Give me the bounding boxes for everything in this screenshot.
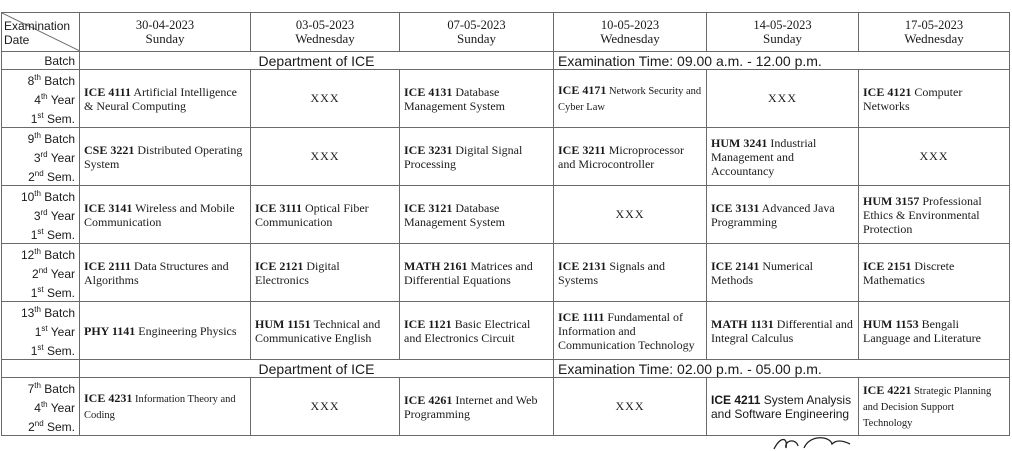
batch-year-text: Year <box>47 325 75 339</box>
batch-sem-suffix: nd <box>34 169 44 178</box>
batch-sem <box>6 416 75 435</box>
batch-year-suffix: rd <box>40 150 48 159</box>
date-header-3 <box>400 13 554 52</box>
course-cell <box>80 302 251 360</box>
course-code: ICE 4221 <box>863 382 912 397</box>
batch-sem <box>6 108 75 127</box>
course-title: Internet and Web Programming <box>404 392 538 421</box>
batch-year-text: Year <box>47 267 75 281</box>
batch-batch <box>6 378 75 397</box>
course-title: Strategic Planning and Decision Support Technology <box>863 385 992 429</box>
batch-sem-number: 1 <box>30 112 38 126</box>
batch-cell <box>2 378 80 436</box>
course-cell <box>400 244 554 302</box>
batch-batch-suffix: th <box>34 381 41 390</box>
batch-year-number: 4 <box>34 93 41 107</box>
course-cell <box>859 244 1010 302</box>
batch-year-number: 1 <box>34 325 42 339</box>
no-exam-cell: XXX <box>251 70 400 128</box>
course-title: Computer Networks <box>863 84 963 113</box>
course-code: ICE 2151 <box>863 258 912 273</box>
no-exam-cell: XXX <box>554 378 707 436</box>
batch-sem-text: Sem. <box>43 420 75 434</box>
course-title: Optical Fiber Communication <box>255 200 369 229</box>
corner-label-examination: Examination <box>4 19 71 33</box>
table-row <box>2 302 1010 360</box>
batch-year-text: Year <box>47 93 75 107</box>
exam-day: Wednesday <box>904 31 964 46</box>
batch-batch-suffix: th <box>34 73 41 82</box>
exam-time: Examination Time: 02.00 p.m. - 05.00 p.m. <box>554 360 1010 378</box>
course-cell <box>400 186 554 244</box>
batch-sem <box>6 282 75 301</box>
course-title: Digital Signal Processing <box>404 142 523 171</box>
course-code: ICE 1111 <box>558 309 605 324</box>
batch-year-suffix: st <box>41 324 48 333</box>
batch-batch-text: Batch <box>40 74 75 88</box>
batch-year-suffix: rd <box>40 208 48 217</box>
batch-year-text: Year <box>47 151 75 165</box>
batch-batch-number: 7 <box>27 382 35 396</box>
batch-year <box>6 89 75 108</box>
no-exam-cell: XXX <box>554 186 707 244</box>
department-title: Department of ICE <box>80 52 554 70</box>
batch-sem <box>6 224 75 243</box>
date-header-4 <box>554 13 707 52</box>
course-code: MATH 1131 <box>711 316 774 331</box>
course-title: Information Theory and Coding <box>84 393 236 421</box>
batch-year-number: 3 <box>33 151 41 165</box>
course-code: ICE 4231 <box>84 390 133 405</box>
course-title: Technical and Communicative English <box>255 316 381 345</box>
batch-batch-suffix: th <box>34 305 41 314</box>
course-code: ICE 3111 <box>255 200 303 215</box>
course-title: Professional Ethics & Environmental Protection <box>863 193 982 236</box>
course-title: Data Structures and Algorithms <box>84 258 229 287</box>
course-cell <box>80 378 251 436</box>
exam-day: Sunday <box>457 31 496 46</box>
course-cell <box>554 244 707 302</box>
batch-sem-suffix: st <box>37 343 44 352</box>
corner-label-batch: Batch <box>2 52 80 70</box>
batch-year-number: 2 <box>32 267 39 281</box>
batch-cell <box>2 302 80 360</box>
batch-sem-number: 1 <box>30 228 38 242</box>
course-cell <box>859 186 1010 244</box>
course-code: HUM 1151 <box>255 316 311 331</box>
course-code: ICE 4261 <box>404 392 453 407</box>
course-title: Numerical Methods <box>711 258 813 287</box>
course-title: Industrial Management and Accountancy <box>711 135 817 178</box>
course-code: HUM 1153 <box>863 316 919 331</box>
batch-batch-text: Batch <box>40 382 75 396</box>
exam-date: 03-05-2023 <box>295 18 355 32</box>
batch-year-number: 3 <box>33 209 41 223</box>
batch-year <box>6 147 75 166</box>
signature-icon <box>770 434 860 451</box>
batch-sem-number: 2 <box>28 170 35 184</box>
batch-batch-suffix: th <box>34 247 41 256</box>
batch-batch-text: Batch <box>40 306 75 320</box>
course-cell <box>707 378 859 436</box>
course-title: Basic Electrical and Electronics Circuit <box>404 316 531 345</box>
course-title: Artificial Intelligence & Neural Computing <box>84 84 237 113</box>
course-cell <box>707 186 859 244</box>
batch-year-text: Year <box>47 401 75 415</box>
batch-year <box>6 205 75 224</box>
date-header-6 <box>859 13 1010 52</box>
course-title: Wireless and Mobile Communication <box>84 200 235 229</box>
batch-cell <box>2 244 80 302</box>
course-title: Microprocessor and Microcontroller <box>558 142 684 171</box>
batch-sem-text: Sem. <box>43 228 75 242</box>
course-code: ICE 3141 <box>84 200 133 215</box>
course-cell <box>80 70 251 128</box>
course-cell <box>400 378 554 436</box>
course-code: HUM 3157 <box>863 193 920 208</box>
exam-date: 14-05-2023 <box>753 18 812 32</box>
batch-sem-number: 2 <box>28 420 35 434</box>
course-cell <box>859 302 1010 360</box>
batch-batch <box>6 302 75 321</box>
date-header-2 <box>251 13 400 52</box>
course-title: Advanced Java Programming <box>711 200 835 229</box>
course-cell <box>251 186 400 244</box>
exam-date: 10-05-2023 <box>600 18 660 32</box>
exam-day: Wednesday <box>295 31 355 46</box>
table-row <box>2 70 1010 128</box>
course-cell <box>707 302 859 360</box>
department-title: Department of ICE <box>80 360 554 378</box>
course-title: Signals and Systems <box>558 258 666 287</box>
batch-cell <box>2 128 80 186</box>
batch-sem-number: 1 <box>30 344 38 358</box>
course-title: Engineering Physics <box>135 323 237 338</box>
course-code: ICE 2141 <box>711 258 760 273</box>
batch-sem-suffix: nd <box>34 419 44 428</box>
batch-cell <box>2 70 80 128</box>
empty-cell <box>2 360 80 378</box>
batch-batch-suffix: th <box>34 131 41 140</box>
batch-batch <box>6 128 75 147</box>
exam-date: 30-04-2023 <box>135 18 195 32</box>
course-code: ICE 3131 <box>711 200 760 215</box>
course-title: Database Management System <box>404 200 505 229</box>
course-code: ICE 3211 <box>558 142 606 157</box>
batch-sem <box>6 340 75 359</box>
course-code: ICE 2121 <box>255 258 304 273</box>
batch-batch-text: Batch <box>40 190 75 204</box>
course-code: ICE 4121 <box>863 84 912 99</box>
table-row <box>2 186 1010 244</box>
course-cell <box>251 244 400 302</box>
exam-date: 07-05-2023 <box>447 18 506 32</box>
exam-day: Wednesday <box>600 31 660 46</box>
batch-batch-text: Batch <box>40 132 75 146</box>
session-header-row <box>2 360 1010 378</box>
course-title: Matrices and Differential Equations <box>404 258 533 287</box>
batch-year <box>6 263 75 282</box>
course-code: HUM 3241 <box>711 135 768 150</box>
batch-batch-suffix: th <box>34 189 41 198</box>
course-code: MATH 2161 <box>404 258 468 273</box>
batch-batch-number: 8 <box>27 74 35 88</box>
batch-batch <box>6 244 75 263</box>
course-cell <box>707 128 859 186</box>
course-title: Discrete Mathematics <box>863 258 955 287</box>
table-row <box>2 378 1010 436</box>
course-title: Differential and Integral Calculus <box>711 316 853 345</box>
no-exam-cell: XXX <box>251 378 400 436</box>
course-code: ICE 1121 <box>404 316 452 331</box>
course-cell <box>859 378 1010 436</box>
course-cell <box>707 244 859 302</box>
batch-cell <box>2 186 80 244</box>
course-code: ICE 4131 <box>404 84 453 99</box>
batch-batch <box>6 70 75 89</box>
batch-sem-suffix: st <box>37 227 44 236</box>
batch-sem-text: Sem. <box>43 112 75 126</box>
batch-batch-text: Batch <box>40 248 75 262</box>
batch-batch <box>6 186 75 205</box>
date-header-5 <box>707 13 859 52</box>
course-code: PHY 1141 <box>84 323 136 338</box>
batch-year-number: 4 <box>34 401 41 415</box>
date-header-1 <box>80 13 251 52</box>
course-cell <box>400 128 554 186</box>
course-cell <box>859 70 1010 128</box>
course-cell <box>400 302 554 360</box>
exam-date: 17-05-2023 <box>904 18 964 32</box>
batch-year-suffix: th <box>40 400 48 409</box>
exam-day: Sunday <box>763 31 802 46</box>
exam-day: Sunday <box>145 31 185 46</box>
course-code: ICE 3231 <box>404 142 453 157</box>
batch-sem <box>6 166 75 185</box>
batch-sem-text: Sem. <box>43 286 75 300</box>
batch-sem-number: 1 <box>30 286 38 300</box>
course-cell <box>554 70 707 128</box>
exam-time: Examination Time: 09.00 a.m. - 12.00 p.m. <box>554 52 1010 70</box>
corner-cell <box>2 13 80 52</box>
batch-year-suffix: th <box>40 92 48 101</box>
batch-batch-number: 12 <box>20 248 35 262</box>
course-code: ICE 2131 <box>558 258 607 273</box>
course-title: Network Security and Cyber Law <box>558 85 702 113</box>
batch-year <box>6 321 75 340</box>
batch-sem-suffix: st <box>37 285 44 294</box>
no-exam-cell: XXX <box>251 128 400 186</box>
batch-year-suffix: nd <box>38 266 48 275</box>
no-exam-cell: XXX <box>859 128 1010 186</box>
course-title: Database Management System <box>404 84 505 113</box>
session-header-row <box>2 52 1010 70</box>
course-code: ICE 4211 <box>711 392 761 407</box>
batch-batch-number: 13 <box>20 306 35 320</box>
batch-sem-suffix: st <box>37 111 44 120</box>
table-row <box>2 244 1010 302</box>
course-code: ICE 3121 <box>404 200 453 215</box>
course-title: Fundamental of Information and Communication Technology <box>558 309 695 352</box>
course-cell <box>251 302 400 360</box>
table-row <box>2 128 1010 186</box>
no-exam-cell: XXX <box>707 70 859 128</box>
corner-label-date: Date <box>4 33 30 47</box>
batch-batch-number: 9 <box>27 132 35 146</box>
course-cell <box>80 244 251 302</box>
batch-batch-number: 10 <box>20 190 35 204</box>
batch-year <box>6 397 75 416</box>
course-cell <box>554 302 707 360</box>
batch-year-text: Year <box>47 209 75 223</box>
date-header-row <box>2 13 1010 52</box>
course-code: ICE 4111 <box>84 84 132 99</box>
course-code: ICE 4171 <box>558 82 607 97</box>
course-code: CSE 3221 <box>84 142 135 157</box>
course-cell <box>554 128 707 186</box>
course-title: Bengali Language and Literature <box>863 316 981 345</box>
course-title: System Analysis and Software Engineering <box>711 392 852 421</box>
course-title: Distributed Operating System <box>84 142 243 171</box>
batch-sem-text: Sem. <box>43 170 75 184</box>
course-cell <box>80 128 251 186</box>
course-code: ICE 2111 <box>84 258 132 273</box>
course-cell <box>400 70 554 128</box>
course-title: Digital Electronics <box>255 258 340 287</box>
batch-sem-text: Sem. <box>43 344 75 358</box>
course-cell <box>80 186 251 244</box>
exam-routine-table <box>1 12 1010 436</box>
